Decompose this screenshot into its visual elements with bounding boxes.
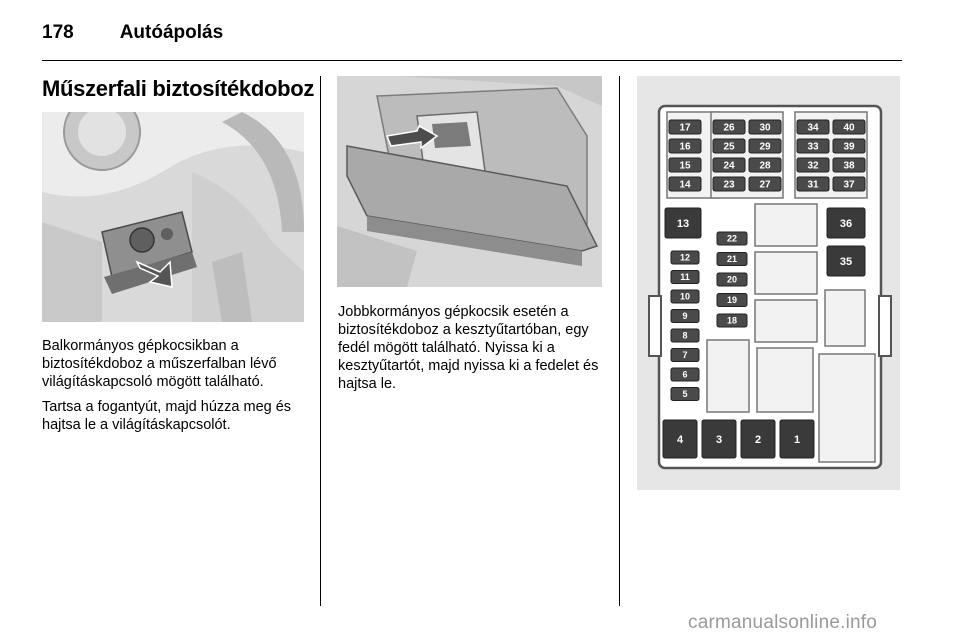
fuse-label: 5: [682, 389, 688, 400]
fuse-35: [827, 246, 865, 276]
fuse-1: [780, 420, 814, 458]
column-divider-1: [320, 76, 321, 606]
fuse-label: 34: [807, 122, 819, 134]
fuse-label: 9: [682, 311, 688, 322]
fuse-label: 39: [843, 141, 855, 153]
fuse-15: [669, 158, 701, 172]
page-number: 178: [42, 22, 74, 43]
left-paragraph-2: Tartsa a fogantyút, majd húzza meg és hajtsa le a világításkapcsolót.: [42, 399, 292, 433]
fuse-34: [797, 120, 829, 134]
fuse-label: 3: [715, 433, 723, 446]
fuse-39: [833, 139, 865, 153]
light-switch-illustration: [42, 112, 304, 322]
fuse-label: 37: [843, 179, 855, 191]
fuse-13: [665, 208, 701, 238]
header-rule: [42, 60, 902, 61]
fuse-2: [741, 420, 775, 458]
fuse-24: [713, 158, 745, 172]
fuse-label: 31: [807, 179, 819, 191]
fuse-32: [797, 158, 829, 172]
fuse-label: 6: [682, 369, 688, 380]
fuse-21: [717, 253, 747, 266]
fuse-4: [663, 420, 697, 458]
fuse-label: 24: [723, 160, 735, 172]
fuse-box-diagram: [637, 76, 900, 490]
watermark: carmanualsonline.info: [688, 612, 878, 633]
fuse-label: 2: [754, 433, 762, 446]
fuse-label: 8: [682, 330, 688, 341]
fuse-label: 11: [680, 272, 690, 283]
fuse-9: [671, 310, 699, 323]
fuse-40: [833, 120, 865, 134]
section-title: Műszerfali biztosítékdoboz: [42, 76, 315, 101]
fuse-26: [713, 120, 745, 134]
fuse-label: 16: [679, 141, 691, 153]
fuse-11: [671, 271, 699, 284]
fuse-19: [717, 294, 747, 307]
left-paragraph-1: Balkormányos gépkocsikban a biztosítékdoboz a műszerfalban lévő világításkapcsoló mögött található.: [42, 338, 277, 390]
fuse-12: [671, 251, 699, 264]
fuse-10: [671, 290, 699, 303]
fuse-27: [749, 177, 781, 191]
fuse-label: 26: [723, 122, 735, 134]
fuse-18: [717, 314, 747, 327]
fuse-label: 32: [807, 160, 819, 172]
fuse-label: 35: [839, 255, 853, 268]
fuse-7: [671, 349, 699, 362]
fuse-31: [797, 177, 829, 191]
fuse-17: [669, 120, 701, 134]
fuse-37: [833, 177, 865, 191]
fuse-label: 12: [679, 252, 691, 263]
fuse-label: 13: [676, 217, 690, 230]
fuse-label: 18: [726, 315, 738, 326]
fuse-20: [717, 273, 747, 286]
fuse-8: [671, 329, 699, 342]
fuse-23: [713, 177, 745, 191]
fuse-33: [797, 139, 829, 153]
middle-paragraph-1: Jobbkormányos gépkocsik esetén a biztosítékdoboz a kesztyűtartóban, egy fedél mögött található. Nyissa ki a kesztyűtartót, majd nyissa ki a fedelet és hajtsa le.: [338, 304, 599, 392]
chapter-title: Autóápolás: [119, 22, 224, 43]
fuse-label: 33: [807, 141, 819, 153]
glove-box-illustration: [337, 76, 602, 287]
fuse-label: 28: [759, 160, 771, 172]
fuse-25: [713, 139, 745, 153]
fuse-label: 4: [676, 433, 684, 446]
fuse-label: 22: [726, 233, 738, 244]
fuse-label: 15: [679, 160, 691, 172]
fuse-label: 19: [726, 295, 738, 306]
fuse-28: [749, 158, 781, 172]
fuse-label: 10: [679, 291, 691, 302]
fuse-label: 30: [759, 122, 771, 134]
fuse-3: [702, 420, 736, 458]
fuse-label: 1: [793, 433, 801, 446]
fuse-label: 21: [726, 254, 738, 265]
fuse-38: [833, 158, 865, 172]
fuse-label: 23: [723, 179, 735, 191]
fuse-5: [671, 388, 699, 401]
fuse-label: 14: [679, 179, 691, 191]
fuse-label: 40: [843, 122, 855, 134]
fuse-16: [669, 139, 701, 153]
fuse-6: [671, 368, 699, 381]
fuse-label: 36: [839, 217, 853, 230]
page-header: [42, 18, 223, 48]
fuse-22: [717, 232, 747, 245]
fuse-36: [827, 208, 865, 238]
fuse-label: 29: [759, 141, 771, 153]
fuse-label: 20: [726, 274, 738, 285]
fuse-label: 25: [723, 141, 735, 153]
fuse-29: [749, 139, 781, 153]
fuse-label: 27: [759, 179, 771, 191]
fuse-label: 17: [679, 122, 691, 134]
column-divider-2: [619, 76, 620, 606]
fuse-label: 38: [843, 160, 855, 172]
fuse-14: [669, 177, 701, 191]
fuse-30: [749, 120, 781, 134]
fuse-label: 7: [682, 350, 688, 361]
